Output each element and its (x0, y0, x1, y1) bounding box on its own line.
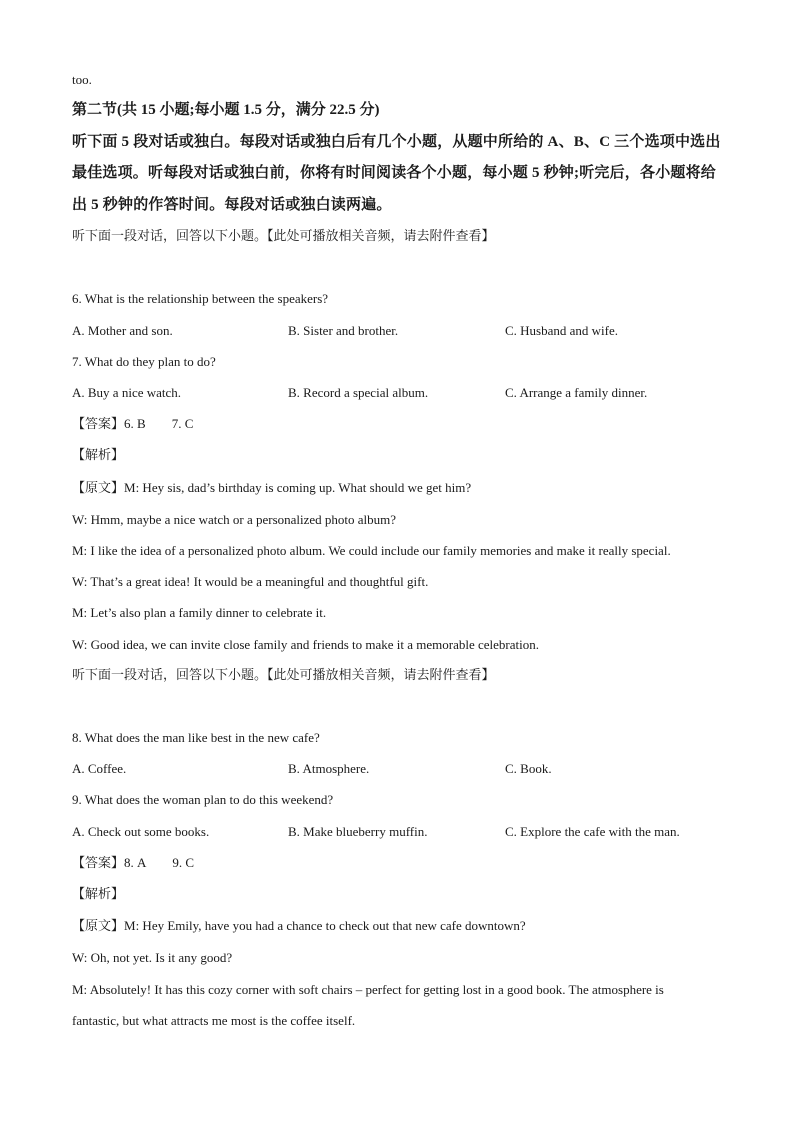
transcript-line: W: That’s a great idea! It would be a meaningful and thoughtful gift. (72, 574, 429, 590)
question-9: 9. What does the woman plan to do this weekend? (72, 792, 334, 808)
question-8-options (72, 753, 724, 784)
transcript-line: M: Absolutely! It has this cozy corner with soft chairs – perfect for getting lost in a good book. The atmosphere is (72, 981, 664, 997)
option-b: B. Atmosphere. (288, 761, 370, 777)
answer-tag: 【答案】 (72, 417, 125, 433)
original-tag: 【原文】 (72, 919, 125, 935)
transcript-line: M: I like the idea of a personalized photo album. We could include our family memories and make it really special. (72, 543, 671, 559)
question-7-options (72, 377, 724, 408)
dialogue-intro: 听下面一段对话，回答以下小题。【此处可播放相关音频，请去附件查看】 (72, 667, 495, 683)
option-c: C. Arrange a family dinner. (505, 385, 648, 401)
section-title: 第二节(共 15 小题;每小题 1.5 分，满分 22.5 分) (72, 102, 380, 119)
option-c: C. Explore the cafe with the man. (505, 823, 680, 839)
question-7: 7. What do they plan to do? (72, 353, 216, 369)
dialogue-intro: 听下面一段对话，回答以下小题。【此处可播放相关音频，请去附件查看】 (72, 229, 495, 245)
answer-8: 8. A (124, 854, 147, 870)
section-instructions: 听下面 5 段对话或独白。每段对话或独白后有几个小题，从题中所给的 A、B、C 三个选项中选出最佳选项。听每段对话或独白前，你将有时间阅读各个小题，每小题 5 秒钟;听完后，各小题将给出 5 秒钟的作答时间。每段对话或独白读两遍。 (72, 133, 721, 213)
option-a: A. Check out some books. (72, 823, 210, 839)
answer-9: 9. C (172, 854, 195, 870)
option-b: B. Record a special album. (288, 385, 429, 401)
transcript-line: M: Let’s also plan a family dinner to celebrate it. (72, 605, 327, 621)
question-6-options (72, 315, 724, 346)
transcript-line: W: Good idea, we can invite close family and friends to make it a memorable celebration. (72, 636, 539, 652)
option-c: C. Husband and wife. (505, 322, 619, 338)
transcript-line: fantastic, but what attracts me most is the coffee itself. (72, 1012, 356, 1028)
answer-tag: 【答案】 (72, 855, 125, 871)
option-a: A. Buy a nice watch. (72, 385, 182, 401)
transcript-line: W: Hmm, maybe a nice watch or a personalized photo album? (72, 511, 397, 527)
transcript-text: M: Hey Emily, have you had a chance to check out that new cafe downtown? (124, 918, 526, 934)
analysis-tag: 【解析】 (72, 448, 125, 464)
transcript-line: W: Oh, not yet. Is it any good? (72, 950, 233, 966)
question-9-options (72, 816, 724, 847)
question-6: 6. What is the relationship between the speakers? (72, 291, 329, 307)
option-c: C. Book. (505, 761, 552, 777)
answer-6: 6. B (124, 416, 146, 432)
transcript-text: M: Hey sis, dad’s birthday is coming up. What should we get him? (124, 479, 472, 495)
original-tag: 【原文】 (72, 480, 125, 496)
option-b: B. Make blueberry muffin. (288, 823, 428, 839)
answer-line (72, 847, 724, 879)
answer-7: 7. C (171, 416, 194, 432)
option-a: A. Mother and son. (72, 322, 173, 338)
transcript-line (72, 472, 724, 504)
option-b: B. Sister and brother. (288, 322, 399, 338)
analysis-tag: 【解析】 (72, 887, 125, 903)
document-page (72, 64, 724, 1036)
question-8: 8. What does the man like best in the new cafe? (72, 730, 320, 746)
top-fragment: too. (72, 72, 92, 87)
transcript-line (72, 910, 724, 942)
option-a: A. Coffee. (72, 761, 127, 777)
answer-line (72, 408, 724, 440)
